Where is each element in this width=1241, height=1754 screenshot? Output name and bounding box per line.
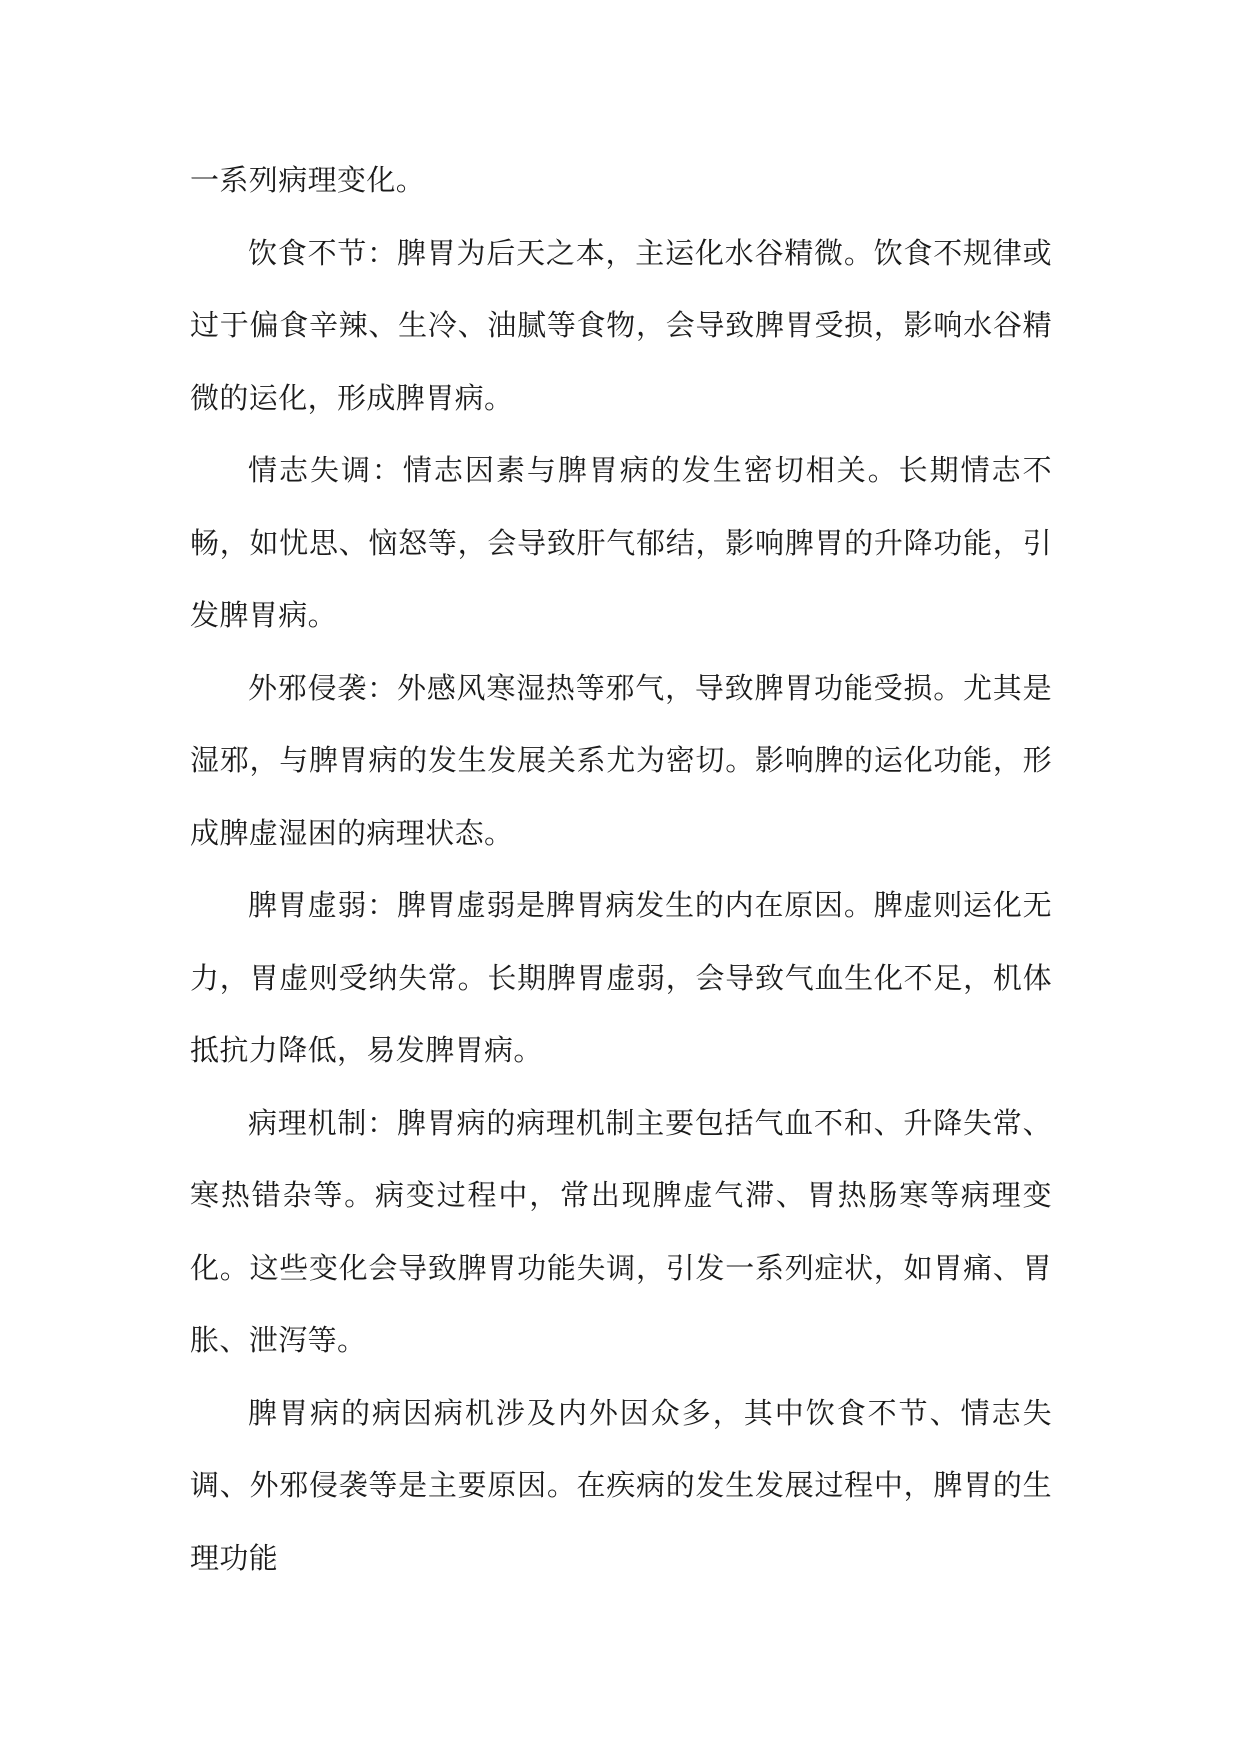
paragraph-pathology: 病理机制：脾胃病的病理机制主要包括气血不和、升降失常、寒热错杂等。病变过程中，常出现脾虚气滞、胃热肠寒等病理变化。这些变化会导致脾胃功能失调，引发一系列症状，如胃痛、胃胀、泄泻等。 xyxy=(190,1105,1052,1357)
document-body xyxy=(190,144,1052,1594)
paragraph-continuation: 一系列病理变化。 xyxy=(190,163,426,197)
paragraph-summary: 脾胃病的病因病机涉及内外因众多，其中饮食不节、情志失调、外邪侵袭等是主要原因。在疾病的发生发展过程中，脾胃的生理功能 xyxy=(190,1395,1052,1575)
paragraph-external-pathogen: 外邪侵袭：外感风寒湿热等邪气，导致脾胃功能受损。尤其是湿邪，与脾胃病的发生发展关系尤为密切。影响脾的运化功能，形成脾虚湿困的病理状态。 xyxy=(190,670,1052,850)
paragraph-diet: 饮食不节：脾胃为后天之本，主运化水谷精微。饮食不规律或过于偏食辛辣、生冷、油腻等食物，会导致脾胃受损，影响水谷精微的运化，形成脾胃病。 xyxy=(190,235,1052,415)
paragraph-emotion: 情志失调：情志因素与脾胃病的发生密切相关。长期情志不畅，如忧思、恼怒等，会导致肝气郁结，影响脾胃的升降功能，引发脾胃病。 xyxy=(190,453,1052,632)
paragraph-spleen-weakness: 脾胃虚弱：脾胃虚弱是脾胃病发生的内在原因。脾虚则运化无力，胃虚则受纳失常。长期脾胃虚弱，会导致气血生化不足，机体抵抗力降低，易发脾胃病。 xyxy=(190,888,1052,1067)
